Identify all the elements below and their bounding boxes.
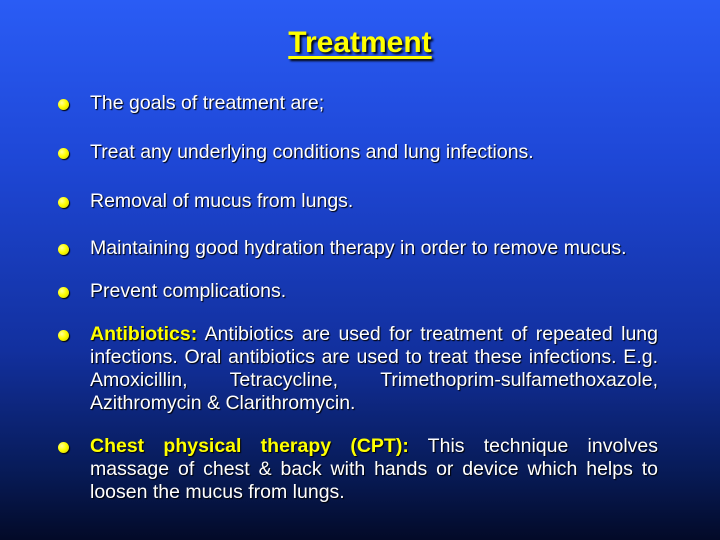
bullet-item — [58, 141, 658, 164]
slide-title: Treatment — [288, 26, 432, 59]
bullet-item — [58, 323, 658, 415]
bullet-dot-icon — [58, 287, 69, 298]
bullet-dot-icon — [58, 99, 69, 110]
bullet-dot-icon — [58, 330, 69, 341]
bullet-dot-icon — [58, 442, 69, 453]
bullet-text: Removal of mucus from lungs. — [90, 190, 354, 212]
bullet-text: Antibiotics are used for treatment of repeated lung infections. Oral antibiotics are used to treat these infections. E.g. Amoxicillin, Tetracycline, Trimethoprim-sulfamethoxazole, Azithromycin & Clarithromycin. — [90, 323, 658, 414]
bullet-dot-icon — [58, 197, 69, 208]
bullet-text: This technique involves massage of chest & back with hands or device which helps to loosen the mucus from lungs. — [90, 435, 658, 503]
bullet-text: The goals of treatment are; — [90, 92, 325, 114]
bullet-item — [58, 435, 658, 504]
bullet-keyword: Chest physical therapy (CPT): — [90, 435, 409, 457]
bullet-dot-icon — [58, 244, 69, 255]
bullet-dot-icon — [58, 148, 69, 159]
bullet-list — [58, 92, 658, 504]
bullet-text: Treat any underlying conditions and lung infections. — [90, 141, 534, 163]
bullet-text: Prevent complications. — [90, 280, 287, 302]
bullet-item — [58, 237, 658, 260]
bullet-item — [58, 190, 658, 213]
bullet-item — [58, 92, 658, 115]
bullet-keyword: Antibiotics: — [90, 323, 198, 345]
bullet-text: Maintaining good hydration therapy in order to remove mucus. — [90, 237, 627, 259]
bullet-item — [58, 280, 658, 303]
